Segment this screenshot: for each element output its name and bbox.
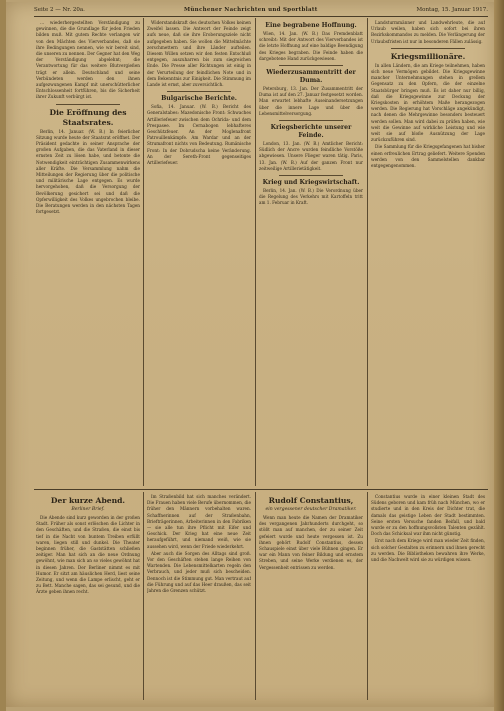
page-edge-right — [494, 0, 504, 711]
feuilleton-text: Erst nach dem Kriege wird man wieder Zeit finden, sich solcher Gestalten zu erinnern und ihnen gerecht zu werden. Die Bibliotheken bewahren ihre Werke, und die Nachwelt wird sie zu würdigen wissen. — [371, 538, 485, 563]
article-column-2 — [147, 20, 251, 486]
separator — [279, 65, 343, 66]
article-text: Widerstandskraft des deutschen Volkes keinen Zweifel lassen. Die Antwort der Feinde zeigt aufs neue, daß sie ihre Eroberungsziele nicht aufgegeben haben. Sie wollen die Mittelmächte zerschmettern und ihre Länder aufteilen. Diesem Willen setzen wir den festen Entschluß entgegen, auszuharren bis zum siegreichen Ende. Die Presse aller Richtungen ist einig in der Verurteilung der feindlichen Note und in dem Bekenntnis zur Einigkeit. Die Stimmung im Lande ist ernst, aber zuversichtlich. — [147, 20, 251, 88]
column-rule — [143, 492, 144, 700]
feuilleton-text: Im Straßenbild hat sich manches verändert. Die Frauen haben viele Berufe übernommen, die früher den Männern vorbehalten waren. Schaffnerinnen auf der Straßenbahn, Briefträgerinnen, Arbeiterinnen in den Fabriken — sie alle tun ihre Pflicht mit Eifer und Geschick. Der Krieg hat eine neue Zeit heraufgeführt, und niemand weiß, wie sie aussehen wird, wenn der Friede wiederkehrt. — [147, 494, 251, 549]
feuilleton-subheading: ein vergessener deutscher Dramatiker. — [265, 507, 357, 512]
column-rule — [255, 18, 256, 486]
column-rule — [367, 18, 368, 486]
article-column-1 — [36, 20, 140, 486]
feuilleton-heading: Rudolf Constantius, — [268, 496, 354, 505]
feuilleton-text: Wenn man heute die Namen der Dramatiker des vergangenen Jahrhunderts durchgeht, so stößt man auf manchen, der zu seiner Zeit gefeiert wurde und heute vergessen ist. Zu ihnen gehört Rudolf Constantius, dessen Schauspiele einst über viele Bühnen gingen. Er war ein Mann von feiner Bildung und ernstem Streben, und seine Werke verdienen es, der Vergessenheit entrissen zu werden. — [259, 515, 363, 570]
article-intro: … wiederhergestellten Verständigung zu gewinnen, die die Grundlage für jeden Frieden bilden muß. Mit gutem Rechte verlangen wir von den Mächten des Vierverbandes, daß sie ihre Bedingungen nennen, wie wir bereit sind, die unseren zu nennen. Der Gegner hat den Weg der Verständigung abgelehnt; die Verantwortung für das weitere Blutvergießen trägt er allein. Deutschland und seine Verbündeten werden den ihnen aufgezwungenen Kampf mit unerschütterlicher Entschlossenheit fortführen, bis die Sicherheit ihrer Zukunft verbürgt ist. — [36, 20, 140, 100]
article-text: Sofia, 14. Januar. (W. B.) Bericht des Generalstabes: Mazedonische Front: Schwaches Artilleriefeuer zwischen dem Ochrida- und dem Prespasee. Im Cernabogen lebhafteres Geschützfeuer. An der Moglenafront Patrouillenkämpfe. Am Wardar und an der Strumafront nichts von Bedeutung. Rumänische Front: In der Dobrudscha keine Veränderung. An der Sereth-Front gegenseitiges Artilleriefeuer. — [147, 104, 251, 166]
article-heading: Eine begrabene Hoffnung. — [265, 22, 357, 29]
feuilleton-heading: Der kurze Abend. — [50, 496, 126, 505]
column-rule — [367, 492, 368, 700]
separator — [279, 175, 343, 176]
feuilleton-column-4 — [371, 494, 485, 700]
article-column-3 — [259, 20, 363, 486]
article-heading: Kriegsmillionäre. — [390, 51, 466, 61]
article-column-4 — [371, 20, 485, 486]
feuilleton-text: Aber auch die Sorgen des Alltags sind groß. Vor den Geschäften stehen lange Reihen von Wartenden. Die Lebensmittelkarten regeln den Verbrauch, und jeder muß sich bescheiden. Dennoch ist die Stimmung gut. Man vertraut auf die Führung und auf das Heer draußen, das seit Jahren die Grenzen schützt. — [147, 550, 251, 594]
feuilleton-column-3 — [259, 494, 363, 700]
column-rule — [255, 492, 256, 700]
article-text: Die Sammlung für die Kriegsgefangenen hat bisher einen erfreulichen Ertrag geliefert. Weitere Spenden werden von den Sammelstellen dankbar entgegengenommen. — [371, 144, 485, 169]
article-text: Berlin, 14. Jan. (W. B.) Die Verordnung über die Regelung des Verkehrs mit Kartoffeln tritt am 1. Februar in Kraft. — [259, 188, 363, 206]
feuilleton-byline: Berliner Brief. — [71, 507, 105, 512]
separator — [279, 120, 343, 121]
article-text: Wien, 14. Jan. (W. B.) Das Fremdenblatt schreibt: Mit der Antwort des Vierverbandes ist die letzte Hoffnung auf eine baldige Beendigung des Krieges begraben. Die Feinde haben die dargebotene Hand zurückgewiesen. — [259, 31, 363, 61]
article-text: London, 13. Jan. (W. B.) Amtlicher Bericht: Südlich der Ancre wurden feindliche Vorstöße abgewiesen. Unsere Flieger waren tätig. Paris, 13. Jan. (W. B.) Auf der ganzen Front nur zeitweilige Artillerietätigkeit. — [259, 141, 363, 171]
article-heading: Kriegsberichte unserer Feinde. — [270, 124, 352, 140]
paper-title: Münchener Nachrichten und Sportblatt — [184, 7, 318, 13]
article-heading: Die Eröffnung des Staatsrates. — [49, 107, 127, 127]
feuilleton-text: Die Abende sind kurz geworden in der großen Stadt. Früher als sonst erlöschen die Lichter in den Geschäften, und die Straßen, die einst bis tief in die Nacht von buntem Treiben erfüllt waren, liegen still und dunkel. Die Theater beginnen früher, die Gaststätten schließen zeitiger. Man hat sich an die neue Ordnung gewöhnt, wie man sich an so vieles gewöhnt hat in diesen Jahren. Der Berliner nimmt es mit Humor. Er sitzt am häuslichen Herd, liest seine Zeitung, und wenn die Lampe erlischt, geht er zu Bett. Manche sagen, das sei gesund, und die Ärzte geben ihnen recht. — [36, 515, 140, 595]
separator — [56, 104, 120, 105]
issue-date: Montag, 15. Januar 1917. — [416, 7, 488, 13]
article-text: Berlin, 14. Januar. (W. B.) In feierlicher Sitzung wurde heute der Staatsrat eröffnet. Der Präsident gedachte in seiner Ansprache der großen Aufgaben, die das Vaterland in dieser ernsten Zeit zu lösen habe, und betonte die Notwendigkeit einträchtigen Zusammenwirkens aller Kräfte. Die Versammlung nahm die Mitteilungen der Regierung über die politische und militärische Lage entgegen. Es wurde hervorgehoben, daß die Versorgung der Bevölkerung gesichert sei und daß die Opferwilligkeit des Volkes ungebrochen bleibe. Die Beratungen werden in den nächsten Tagen fortgesetzt. — [36, 128, 140, 215]
article-heading: Krieg und Kriegswirtschaft. — [262, 179, 360, 187]
feuilleton-text: Constantius wurde in einer kleinen Stadt des Südens geboren und kam früh nach München, wo er studierte und in den Kreis der Dichter trat, die damals das geistige Leben der Stadt bestimmten. Seine ersten Versuche fanden Beifall, und bald wurde er zu den hoffnungsvollsten Talenten gezählt. Doch das Schicksal war ihm nicht günstig. — [371, 494, 485, 537]
page-label: Seite 2 — Nr. 20a. — [34, 7, 85, 13]
article-text: Petersburg, 13. Jan. Der Zusammentritt der Duma ist auf den 27. Januar festgesetzt worden. Man erwartet lebhafte Auseinandersetzungen über die innere Lage und über die Lebensmittelversorgung. — [259, 86, 363, 116]
feuilleton-column-2 — [147, 494, 251, 700]
article-text: Landsturmmänner und Landwehrleute, die auf Urlaub weilen, haben sich sofort bei ihren Bezirkskommandos zu melden. Die Verlängerung der Urlaubsfristen ist nur in besonderen Fällen zulässig. — [371, 20, 485, 44]
page-header — [34, 4, 488, 17]
feuilleton-column-1 — [36, 494, 140, 700]
column-rule — [143, 18, 144, 486]
section-rule — [34, 489, 488, 490]
article-heading: Bulgarische Berichte. — [161, 95, 237, 103]
article-text: In allen Ländern, die am Kriege teilnehmen, haben sich neue Vermögen gebildet. Die Kriegsgewinne mancher Unternehmungen stehen in grellem Gegensatz zu den Opfern, die der einzelne Staatsbürger bringen muß. Es ist daher nur billig, daß die Kriegsgewinne zur Deckung der Kriegskosten in erhöhtem Maße herangezogen werden. Die Regierung hat Vorschläge angekündigt, nach denen die Mehrgewinne besonders besteuert werden sollen. Man wird dabei zu prüfen haben, wie weit die Gewinne auf wirkliche Leistung und wie weit sie auf bloße Ausnützung der Lage zurückzuführen sind. — [371, 62, 485, 143]
article-heading: Wiederzusammentritt der Duma. — [266, 69, 356, 85]
separator — [391, 48, 465, 49]
separator — [167, 91, 231, 92]
